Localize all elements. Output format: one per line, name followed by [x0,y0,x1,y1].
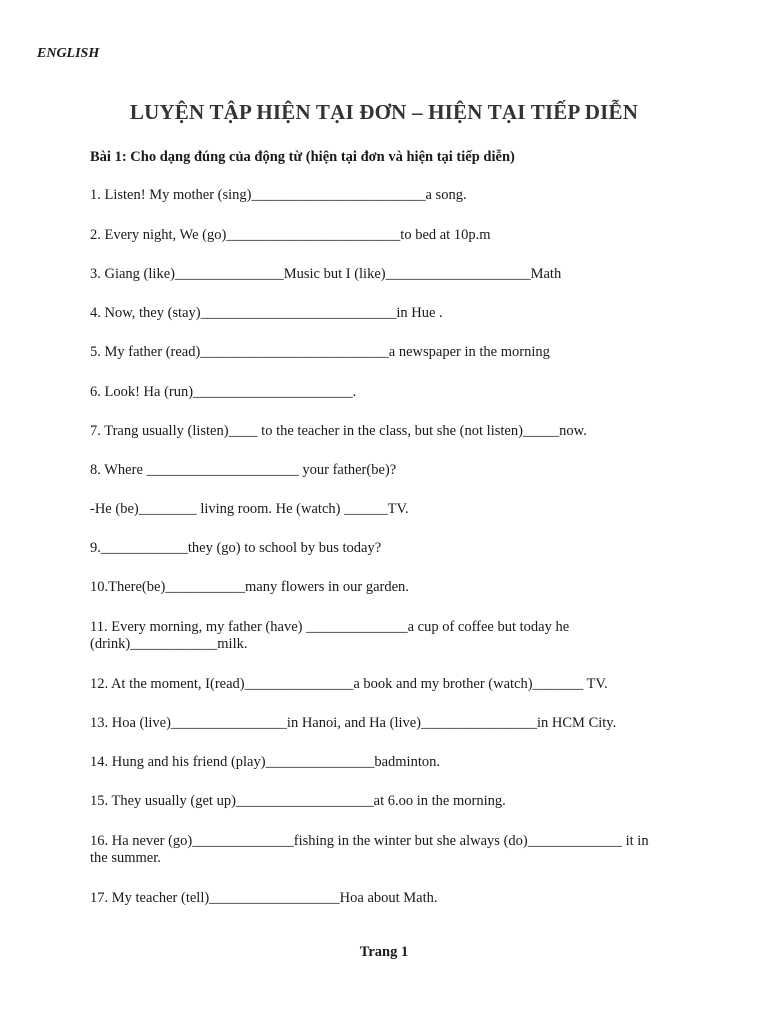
exercise-item-2: 2. Every night, We (go)________________________to bed at 10p.m [90,227,491,243]
exercise-item-17: 17. My teacher (tell)__________________Hoa about Math. [90,890,438,906]
exercise-item-1: 1. Listen! My mother (sing)________________________a song. [90,187,467,203]
exercise-item-9: 9.____________they (go) to school by bus today? [90,540,382,556]
exercise-item-5: 5. My father (read)__________________________a newspaper in the morning [90,344,550,360]
page-number: Trang 1 [359,944,409,960]
section-heading: Bài 1: Cho dạng đúng của động từ (hiện tại đơn và hiện tại tiếp diễn) [90,149,515,165]
exercise-item-6: 6. Look! Ha (run)______________________. [90,384,357,400]
page-title: LUYỆN TẬP HIỆN TẠI ĐƠN – HIỆN TẠI TIẾP DIỄN [129,100,639,124]
exercise-item-15: 15. They usually (get up)___________________at 6.oo in the morning. [90,793,506,809]
exercise-item-13: 13. Hoa (live)________________in Hanoi, and Ha (live)________________in HCM City. [90,715,617,731]
exercise-item-16: 16. Ha never (go)______________fishing in the winter but she always (do)_____________ it in the summer. [90,833,649,866]
exercise-item-10: 10.There(be)___________many flowers in our garden. [90,579,409,595]
exercise-item-7: 7. Trang usually (listen)____ to the teacher in the class, but she (not listen)_____now. [90,423,587,439]
header-label: ENGLISH [37,46,100,61]
exercise-item-8-answer: -He (be)________ living room. He (watch) ______TV. [90,501,409,517]
exercise-item-3: 3. Giang (like)_______________Music but I (like)____________________Math [90,266,562,282]
exercise-item-8: 8. Where _____________________ your father(be)? [90,462,397,478]
exercise-item-11: 11. Every morning, my father (have) ______________a cup of coffee but today he (drink)____________milk. [90,619,570,652]
exercise-item-14: 14. Hung and his friend (play)_______________badminton. [90,754,440,770]
exercise-item-12: 12. At the moment, I(read)_______________a book and my brother (watch)_______ TV. [90,676,608,692]
exercise-item-4: 4. Now, they (stay)___________________________in Hue . [90,305,443,321]
